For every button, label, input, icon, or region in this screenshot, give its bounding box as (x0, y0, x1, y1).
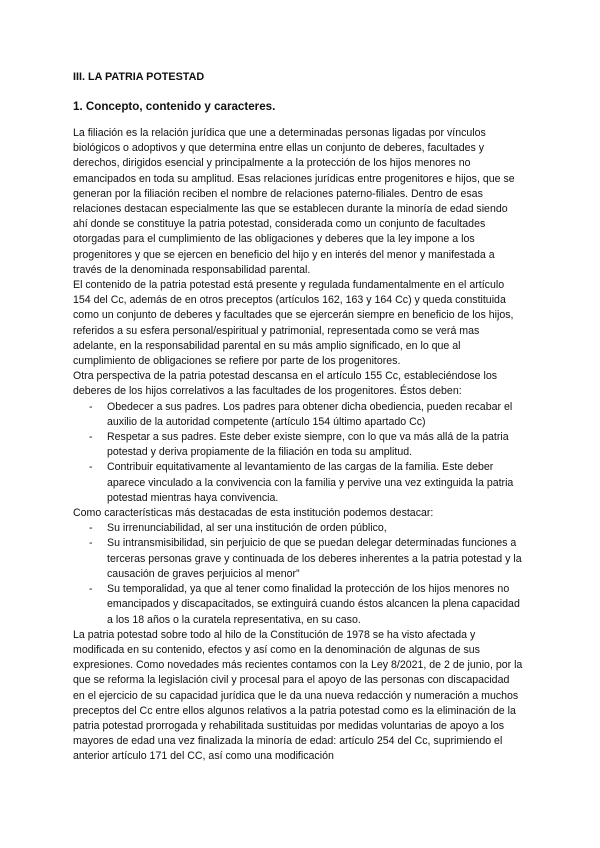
deberes-list (73, 400, 524, 506)
document-page (73, 70, 524, 765)
dash-marker: - (89, 461, 93, 474)
list-item (73, 400, 524, 430)
list-item-text: Su temporalidad, ya que al tener como finalidad la protección de los hijos menores no emancipados y discapacitados, se extinguirá cuando éstos alcancen la plena capacidad a los 18 años o la curatela representativa, en su caso. (107, 583, 520, 626)
dash-marker: - (89, 431, 93, 444)
subsection-title: 1. Concepto, contenido y caracteres. (73, 100, 276, 113)
list-item-text: Obedecer a sus padres. Los padres para obtener dicha obediencia, pueden recabar el auxilio de la autoridad competente (artículo 154 último apartado Cc) (107, 400, 513, 428)
paragraph-contenido: El contenido de la patria potestad está presente y regulada fundamentalmente en el artículo 154 del Cc, además de en otros preceptos (artículos 162, 163 y 164 Cc) y queda constituida como un conjunto de deberes y facultades que se ejercerán siempre en beneficio de los hijos, referidos a su esfera personal/espiritual y patrimonial, representada como se verá mas adelante, en la responsabilidad parental en su más amplio significado, en lo que al cumplimiento de obligaciones se refiere por parte de los progenitores. (73, 279, 514, 368)
list-item (73, 582, 524, 628)
paragraph-constitucion: La patria potestad sobre todo al hilo de la Constitución de 1978 se ha visto afectada y modificada en su contenido, efectos y así como en la denominación de algunas de sus expresiones. Como novedades más recientes contamos con la Ley 8/2021, de 2 de junio, por la que se reforma la legislación civil y procesal para el apoyo de las personas con discapacidad en el ejercicio de su capacidad jurídica que le da una nueva redacción y numeración a muchos preceptos del Cc entre ellos algunos relativos a la patria potestad como es la eliminación de la patria potestad prorrogada y rehabilitada sustituidas por medidas voluntarias de apoyo a los mayores de edad una vez finalizada la minoría de edad: artículo 254 del Cc, suprimiendo el anterior artículo 171 del CC, así como una modificación (73, 628, 523, 763)
dash-marker: - (89, 400, 93, 413)
list-item-text: Contribuir equitativamente al levantamiento de las cargas de la familia. Este deber aparece vinculado a la convivencia con la familia y pervive una vez extinguida la patria potestad mientras haya convivencia. (107, 461, 514, 504)
paragraph-filiacion: La filiación es la relación jurídica que une a determinadas personas ligadas por vínculos biológicos o adoptivos y que determina entre ellas un conjunto de deberes, facultades y derechos, dirigidos esencial y principalmente a la protección de los hijos menores no emancipados en toda su amplitud. Esas relaciones jurídicas entre progenitores e hijos, que se generan por la filiación reciben el nombre de relaciones paterno-filiales. Dentro de esas relaciones destacan especialmente las que se establecen durante la minoría de edad siendo ahí donde se constituye la patria potestad, considerada como un conjunto de facultades otorgadas para el cumplimiento de las obligaciones y deberes que la ley impone a los progenitores y que se ejercen en beneficio del hijo y en interés del menor y manifestada a través de la denominada responsabilidad parental. (73, 127, 515, 276)
paragraph-perspectiva: Otra perspectiva de la patria potestad descansa en el artículo 155 Cc, estableciéndose los deberes de los hijos correlativos a las facultades de los progenitores. Éstos deben: (73, 370, 498, 398)
list-item (73, 536, 524, 582)
list-item-text: Respetar a sus padres. Este deber existe siempre, con lo que va más allá de la patria potestad y deriva propiamente de la filiación en toda su amplitud. (107, 431, 509, 459)
caracteristicas-list (73, 521, 524, 627)
list-item (73, 430, 524, 460)
paragraph-caracteristicas: Como características más destacadas de esta institución podemos destacar: (73, 507, 434, 520)
section-title: III. LA PATRIA POTESTAD (73, 71, 205, 83)
list-item-text: Su intransmisibilidad, sin perjuicio de que se puedan delegar determinadas funciones a terceras personas grave y continuada de los deberes inherentes a la patria potestad y la causación de graves perjuicios al menor” (107, 537, 522, 580)
dash-marker: - (89, 583, 93, 596)
list-item (73, 521, 524, 536)
list-item (73, 460, 524, 506)
dash-marker: - (89, 537, 93, 550)
dash-marker: - (89, 522, 93, 535)
list-item-text: Su irrenunciabilidad, al ser una institución de orden público, (107, 522, 387, 535)
